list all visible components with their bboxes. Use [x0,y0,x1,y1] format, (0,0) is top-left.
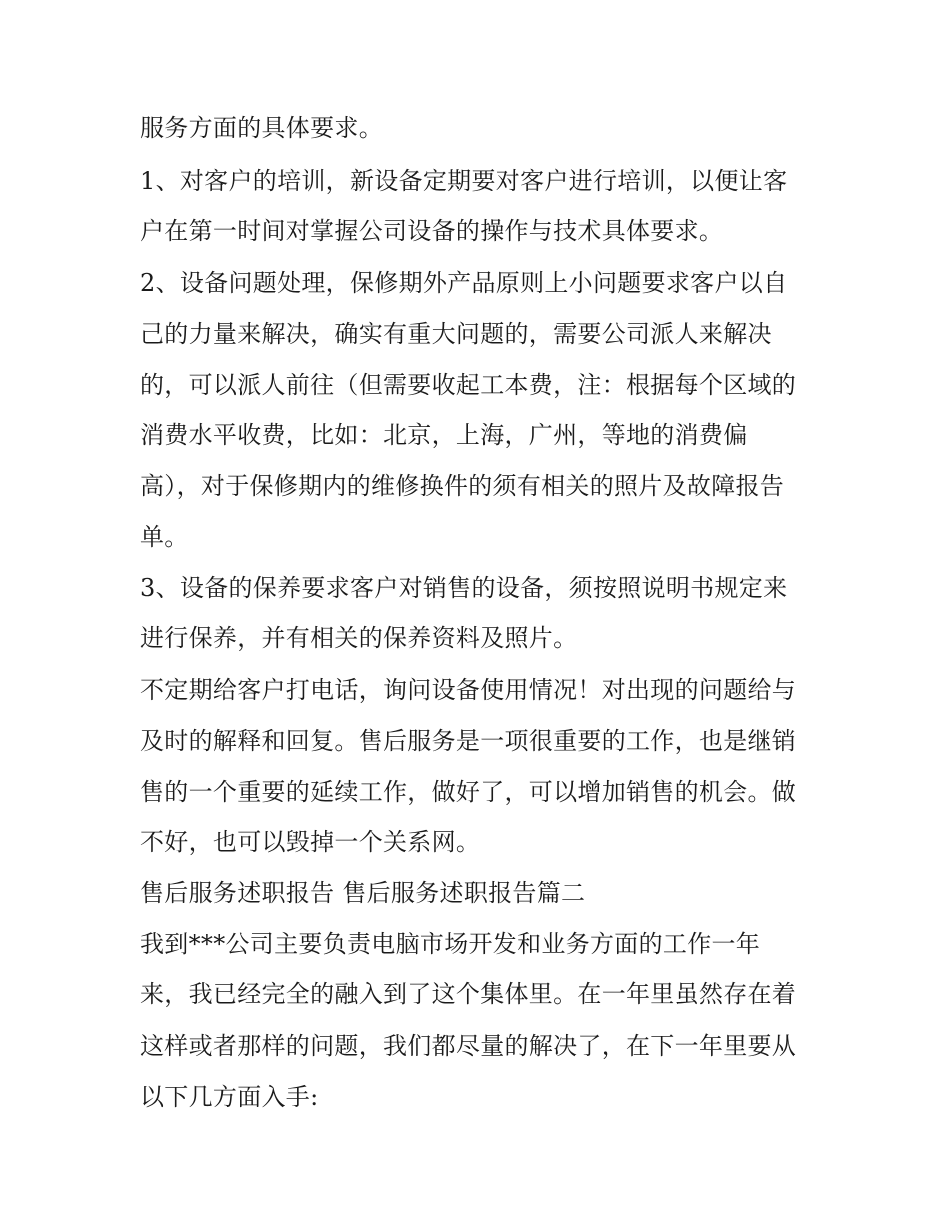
text-line: 及时的解释和回复。售后服务是一项很重要的工作，也是继销 [140,727,797,755]
text-line: 不好，也可以毁掉一个关系网。 [140,828,481,856]
text-line: 进行保养，并有相关的保养资料及照片。 [140,624,578,652]
text-line: 这样或者那样的问题，我们都尽量的解决了，在下一年里要从 [140,1032,797,1060]
text-line: 1、对客户的培训，新设备定期要对客户进行培训，以便让客 [140,167,788,195]
text-line: 不定期给客户打电话，询问设备使用情况！对出现的问题给与 [140,676,797,704]
text-line: 户在第一时间对掌握公司设备的操作与技术具体要求。 [140,217,724,245]
text-line: 来，我已经完全的融入到了这个集体里。在一年里虽然存在着 [140,980,797,1008]
text-line: 消费水平收费，比如：北京，上海，广州，等地的消费偏 [140,421,748,449]
text-line: 以下几方面入手: [140,1083,319,1111]
text-line: 3、设备的保养要求客户对销售的设备，须按照说明书规定来 [140,574,788,602]
text-line: 售的一个重要的延续工作，做好了，可以增加销售的机会。做 [140,778,797,806]
text-line: 单。 [140,523,189,551]
text-line: 2、设备问题处理，保修期外产品原则上小问题要求客户以自 [140,269,788,297]
text-line: 服务方面的具体要求。 [140,114,383,142]
text-line: 我到***公司主要负责电脑市场开发和业务方面的工作一年 [140,930,761,958]
text-line: 己的力量来解决，确实有重大问题的，需要公司派人来解决 [140,320,772,348]
text-line: 高），对于保修期内的维修换件的须有相关的照片及故障报告 [140,472,785,500]
section-heading: 售后服务述职报告 售后服务述职报告篇二 [140,879,586,907]
text-line: 的，可以派人前往（但需要收起工本费，注：根据每个区域的 [140,371,797,399]
